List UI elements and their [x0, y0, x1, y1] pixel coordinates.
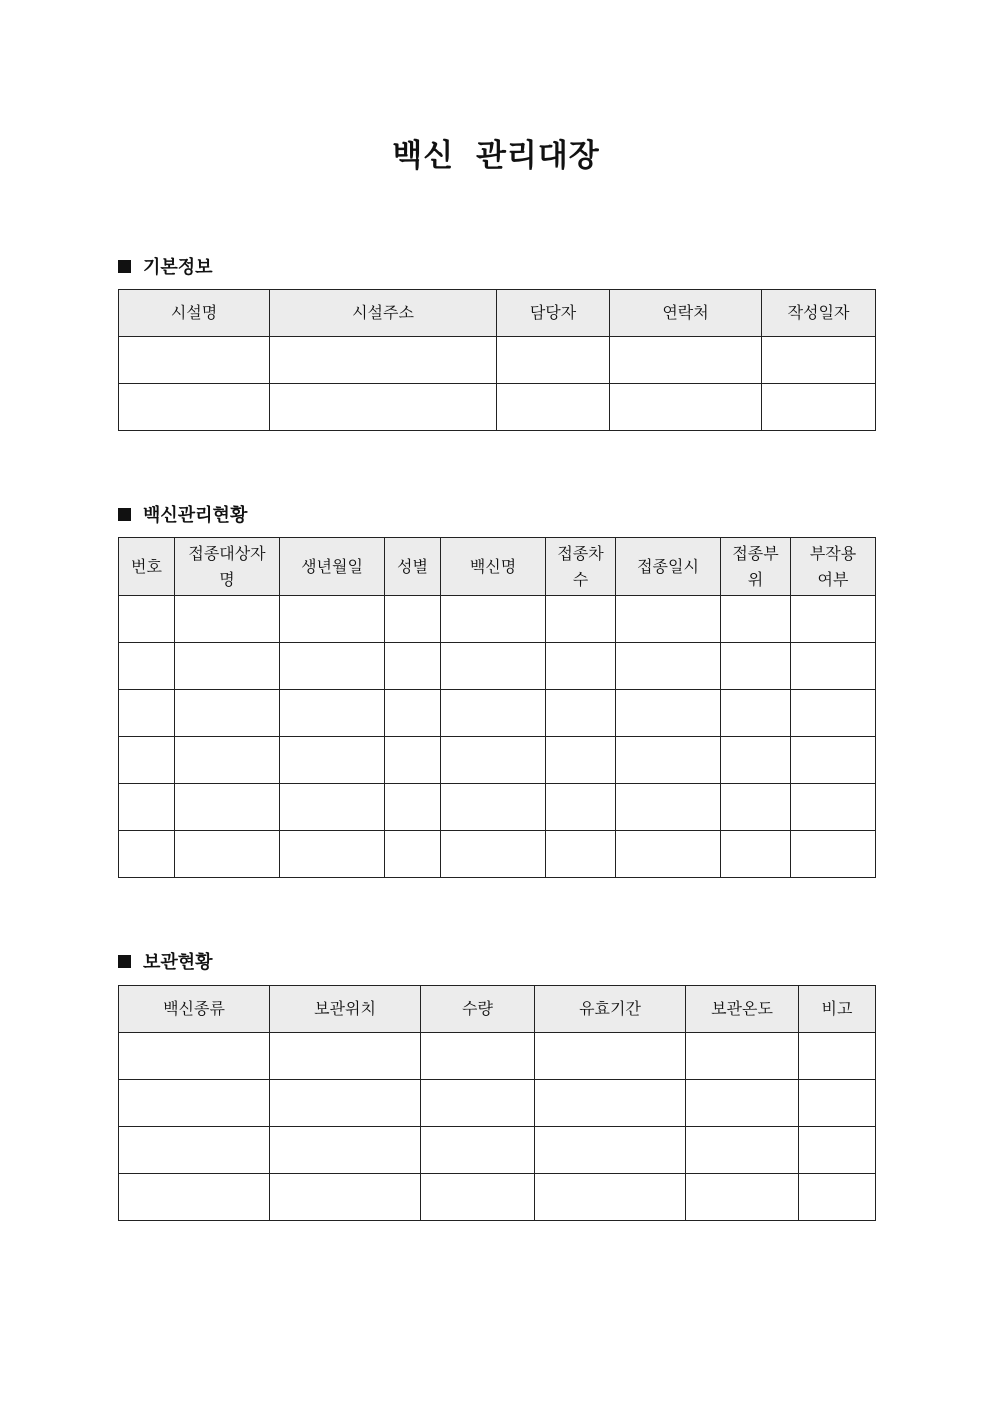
header-target-name: 접종대상자명: [175, 538, 280, 596]
table-cell[interactable]: [546, 596, 616, 643]
table-cell[interactable]: [535, 1080, 686, 1127]
table-cell[interactable]: [799, 1080, 876, 1127]
table-cell[interactable]: [175, 831, 280, 878]
header-manager: 담당자: [497, 290, 610, 337]
basic-info-body: [119, 337, 876, 431]
table-cell[interactable]: [270, 1174, 421, 1221]
table-row: [119, 784, 876, 831]
table-cell[interactable]: [546, 643, 616, 690]
table-cell[interactable]: [616, 784, 721, 831]
table-cell[interactable]: [385, 784, 441, 831]
square-bullet-icon: [118, 955, 131, 968]
section-heading-vaccine: [118, 501, 247, 527]
table-header-row: [119, 290, 876, 337]
table-cell[interactable]: [385, 737, 441, 784]
table-cell[interactable]: [280, 690, 385, 737]
table-row: [119, 596, 876, 643]
storage-status-table: [118, 985, 876, 1221]
table-cell[interactable]: [497, 337, 610, 384]
table-cell[interactable]: [497, 384, 610, 431]
table-cell[interactable]: [791, 737, 876, 784]
table-cell[interactable]: [385, 690, 441, 737]
table-cell[interactable]: [385, 596, 441, 643]
table-cell[interactable]: [280, 643, 385, 690]
table-cell[interactable]: [270, 1033, 421, 1080]
table-row: [119, 831, 876, 878]
header-dose-number: 접종차수: [546, 538, 616, 596]
table-cell[interactable]: [686, 1080, 799, 1127]
table-cell[interactable]: [721, 690, 791, 737]
table-row: [119, 1174, 876, 1221]
table-cell[interactable]: [119, 1033, 270, 1080]
table-cell[interactable]: [791, 831, 876, 878]
section-heading-label: 보관현황: [143, 952, 213, 973]
table-cell[interactable]: [175, 690, 280, 737]
table-cell[interactable]: [721, 831, 791, 878]
table-cell[interactable]: [721, 784, 791, 831]
table-row: [119, 384, 876, 431]
table-row: [119, 337, 876, 384]
header-side-effects: 부작용 여부: [791, 538, 876, 596]
table-cell[interactable]: [721, 643, 791, 690]
table-cell[interactable]: [119, 384, 270, 431]
table-header-row: [119, 986, 876, 1033]
table-cell[interactable]: [686, 1174, 799, 1221]
table-cell[interactable]: [546, 831, 616, 878]
table-cell[interactable]: [799, 1127, 876, 1174]
header-facility-name: 시설명: [119, 290, 270, 337]
square-bullet-icon: [118, 508, 131, 521]
vaccine-status-body: [119, 596, 876, 878]
header-written-date: 작성일자: [762, 290, 876, 337]
table-cell[interactable]: [686, 1127, 799, 1174]
table-cell[interactable]: [610, 384, 762, 431]
table-cell[interactable]: [280, 737, 385, 784]
table-cell[interactable]: [270, 1127, 421, 1174]
table-cell[interactable]: [686, 1033, 799, 1080]
table-cell[interactable]: [175, 596, 280, 643]
table-cell[interactable]: [175, 643, 280, 690]
section-heading-label: 백신관리현황: [143, 505, 248, 526]
table-cell[interactable]: [441, 596, 546, 643]
header-vaccine-type: 백신종류: [119, 986, 270, 1033]
header-storage-temperature: 보관온도: [686, 986, 799, 1033]
table-row: [119, 1127, 876, 1174]
table-cell[interactable]: [175, 784, 280, 831]
table-row: [119, 1033, 876, 1080]
vaccine-status-table: [118, 537, 876, 878]
table-cell[interactable]: [546, 737, 616, 784]
table-cell[interactable]: [119, 784, 175, 831]
table-cell[interactable]: [119, 831, 175, 878]
table-cell[interactable]: [791, 784, 876, 831]
table-cell[interactable]: [799, 1033, 876, 1080]
basic-info-table: [118, 289, 876, 431]
table-row: [119, 690, 876, 737]
table-cell[interactable]: [280, 596, 385, 643]
table-cell[interactable]: [616, 690, 721, 737]
table-cell[interactable]: [119, 1174, 270, 1221]
table-cell[interactable]: [546, 690, 616, 737]
header-gender: 성별: [385, 538, 441, 596]
table-cell[interactable]: [270, 337, 497, 384]
table-cell[interactable]: [270, 1080, 421, 1127]
table-cell[interactable]: [119, 690, 175, 737]
header-vaccine-name: 백신명: [441, 538, 546, 596]
table-cell[interactable]: [546, 784, 616, 831]
header-facility-address: 시설주소: [270, 290, 497, 337]
table-cell[interactable]: [421, 1033, 535, 1080]
header-quantity: 수량: [421, 986, 535, 1033]
table-cell[interactable]: [616, 596, 721, 643]
table-cell[interactable]: [535, 1033, 686, 1080]
table-cell[interactable]: [616, 737, 721, 784]
table-cell[interactable]: [616, 643, 721, 690]
table-cell[interactable]: [791, 690, 876, 737]
table-cell[interactable]: [385, 643, 441, 690]
table-row: [119, 737, 876, 784]
table-cell[interactable]: [175, 737, 280, 784]
table-cell[interactable]: [799, 1174, 876, 1221]
header-vaccination-datetime: 접종일시: [616, 538, 721, 596]
header-number: 번호: [119, 538, 175, 596]
table-cell[interactable]: [119, 737, 175, 784]
table-cell[interactable]: [119, 337, 270, 384]
section-heading-label: 기본정보: [143, 257, 213, 278]
table-cell[interactable]: [762, 337, 876, 384]
table-cell[interactable]: [535, 1127, 686, 1174]
table-cell[interactable]: [119, 1080, 270, 1127]
table-cell[interactable]: [535, 1174, 686, 1221]
table-cell[interactable]: [762, 384, 876, 431]
table-cell[interactable]: [610, 337, 762, 384]
table-cell[interactable]: [421, 1127, 535, 1174]
table-row: [119, 1080, 876, 1127]
section-heading-storage: [118, 948, 213, 974]
table-cell[interactable]: [441, 784, 546, 831]
storage-status-body: [119, 1033, 876, 1221]
table-cell[interactable]: [119, 643, 175, 690]
header-contact: 연락처: [610, 290, 762, 337]
square-bullet-icon: [118, 260, 131, 273]
table-cell[interactable]: [421, 1080, 535, 1127]
table-cell[interactable]: [119, 596, 175, 643]
table-cell[interactable]: [791, 596, 876, 643]
table-cell[interactable]: [385, 831, 441, 878]
table-cell[interactable]: [280, 784, 385, 831]
section-heading-basic: [118, 253, 213, 279]
table-cell[interactable]: [441, 690, 546, 737]
table-cell[interactable]: [791, 643, 876, 690]
page-title: 백신 관리대장: [392, 138, 600, 174]
header-birth-date: 생년월일: [280, 538, 385, 596]
table-cell[interactable]: [721, 596, 791, 643]
table-cell[interactable]: [441, 831, 546, 878]
table-cell[interactable]: [119, 1127, 270, 1174]
header-storage-location: 보관위치: [270, 986, 421, 1033]
header-injection-site: 접종부위: [721, 538, 791, 596]
table-cell[interactable]: [270, 384, 497, 431]
table-cell[interactable]: [441, 643, 546, 690]
header-expiration-date: 유효기간: [535, 986, 686, 1033]
table-row: [119, 643, 876, 690]
table-cell[interactable]: [721, 737, 791, 784]
header-remarks: 비고: [799, 986, 876, 1033]
table-cell[interactable]: [421, 1174, 535, 1221]
table-header-row: [119, 538, 876, 596]
table-cell[interactable]: [616, 831, 721, 878]
table-cell[interactable]: [280, 831, 385, 878]
table-cell[interactable]: [441, 737, 546, 784]
